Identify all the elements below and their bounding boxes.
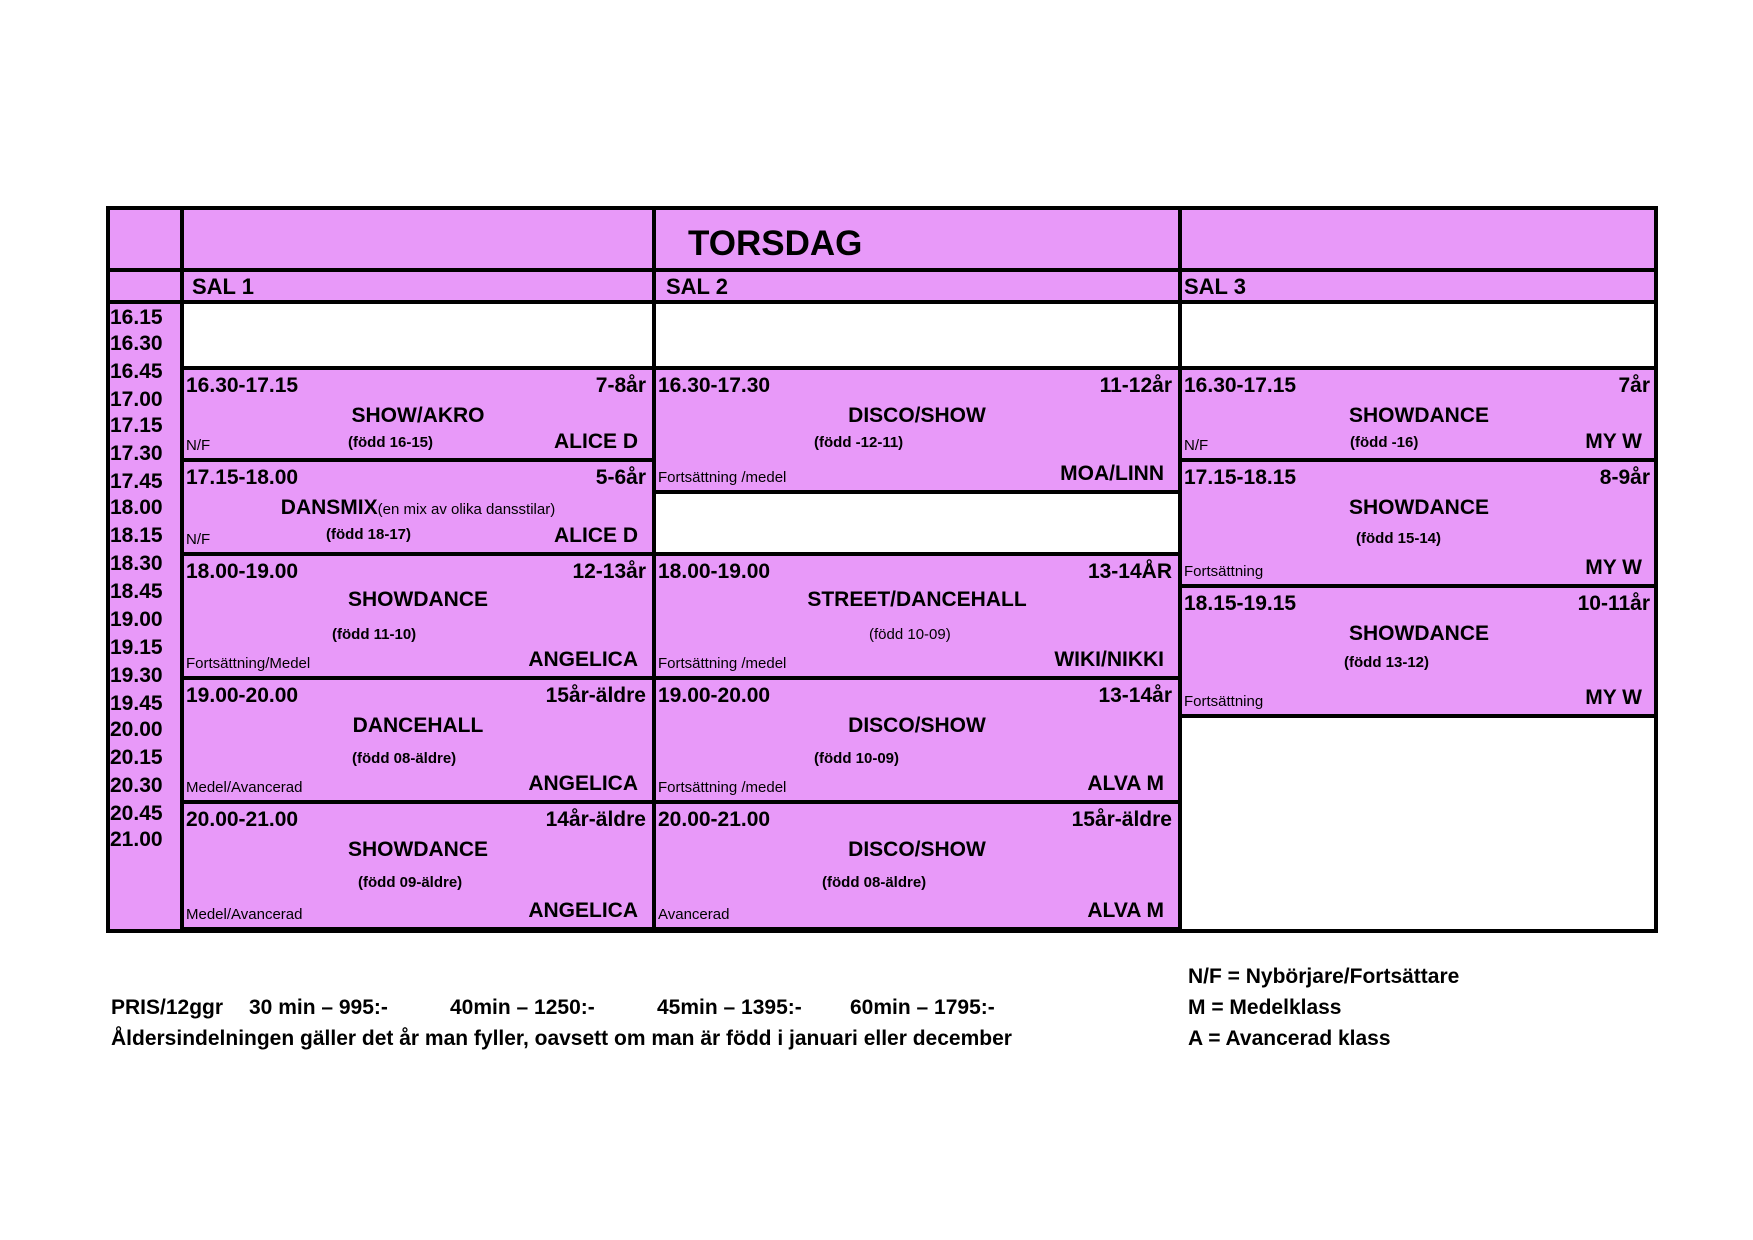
class-age: 7år	[1618, 374, 1650, 397]
class-time: 19.00-20.00	[658, 684, 771, 707]
class-name: STREET/DANCEHALL	[807, 588, 1027, 611]
class-name-row	[654, 838, 1180, 862]
class-border	[182, 676, 654, 680]
class-name-row	[182, 714, 654, 738]
price-45: 45min – 1395:-	[657, 996, 802, 1019]
class-time: 18.00-19.00	[658, 560, 771, 583]
border-sal2-sal3	[1178, 206, 1182, 933]
border-left	[106, 206, 110, 933]
class-name-row	[182, 838, 654, 862]
class-level: Medel/Avancerad	[186, 779, 303, 796]
class-border	[1180, 458, 1658, 462]
class-birth-years: (född -16)	[1350, 434, 1419, 451]
class-birth-years: (född 10-09)	[869, 626, 951, 643]
class-instructor: ANGELICA	[528, 772, 638, 795]
class-age: 10-11år	[1577, 592, 1650, 615]
time-slot: 20.00	[110, 718, 163, 741]
class-border	[1180, 584, 1658, 588]
class-block	[1180, 368, 1658, 460]
class-age: 14år-äldre	[545, 808, 646, 831]
class-time: 19.00-20.00	[186, 684, 299, 707]
class-name: DANCEHALL	[352, 714, 484, 737]
class-instructor: ALVA M	[1087, 772, 1164, 795]
class-border	[182, 927, 654, 931]
class-birth-years: (född 08-äldre)	[352, 750, 457, 767]
class-name-row	[654, 404, 1180, 428]
class-level: Avancerad	[658, 906, 730, 923]
class-level: Fortsättning	[1184, 563, 1264, 580]
class-birth-years: (född 11-10)	[332, 626, 417, 643]
class-block	[182, 678, 654, 802]
class-border	[654, 366, 1180, 370]
class-age: 8-9år	[1599, 466, 1650, 489]
class-name: SHOWDANCE	[348, 838, 488, 861]
class-level: Fortsättning /medel	[658, 655, 787, 672]
class-block	[654, 678, 1180, 802]
class-instructor: MY W	[1585, 556, 1642, 579]
class-border	[182, 552, 654, 556]
class-name: DANSMIX	[280, 496, 378, 519]
class-border	[654, 676, 1180, 680]
time-slot: 16.30	[110, 332, 163, 355]
class-level: N/F	[1184, 437, 1209, 454]
price-label: PRIS/12ggr	[111, 996, 224, 1019]
price-60: 60min – 1795:-	[850, 996, 995, 1019]
empty-slot-sal2-top	[654, 302, 1180, 368]
class-name: SHOWDANCE	[1349, 404, 1489, 427]
class-border	[182, 458, 654, 462]
time-slot: 19.45	[110, 692, 163, 715]
class-name: DISCO/SHOW	[848, 404, 986, 427]
class-block	[182, 554, 654, 678]
class-age: 13-14ÅR	[1087, 560, 1172, 583]
time-slot: 19.00	[110, 608, 163, 631]
class-age: 11-12år	[1099, 374, 1172, 397]
class-instructor: ALICE D	[554, 430, 638, 453]
border-time-col	[180, 206, 184, 933]
class-block	[654, 554, 1180, 678]
class-time: 16.30-17.15	[186, 374, 299, 397]
time-slot: 16.15	[110, 306, 163, 329]
empty-slot-sal1	[182, 302, 654, 368]
class-name-row	[654, 714, 1180, 738]
class-name: SHOWDANCE	[348, 588, 488, 611]
time-slot: 17.15	[110, 414, 163, 437]
class-instructor: MY W	[1585, 686, 1642, 709]
class-time: 16.30-17.30	[658, 374, 771, 397]
class-instructor: WIKI/NIKKI	[1054, 648, 1164, 671]
time-slot: 18.00	[110, 496, 163, 519]
time-slot: 17.00	[110, 388, 163, 411]
class-block	[182, 802, 654, 929]
class-time: 17.15-18.15	[1184, 466, 1297, 489]
class-age: 13-14år	[1098, 684, 1172, 707]
class-instructor: ANGELICA	[528, 899, 638, 922]
class-block	[1180, 460, 1658, 586]
class-birth-years: (född 13-12)	[1344, 654, 1430, 671]
class-border	[1180, 366, 1658, 370]
time-slot: 20.15	[110, 746, 163, 769]
border-sal1-sal2	[652, 206, 656, 933]
class-level: Fortsättning/Medel	[186, 655, 311, 672]
class-level: N/F	[186, 531, 211, 548]
class-block	[182, 368, 654, 460]
hall-header-2: SAL 2	[666, 274, 728, 299]
class-time: 18.15-19.15	[1184, 592, 1297, 615]
class-border	[654, 552, 1180, 556]
class-name: SHOWDANCE	[1349, 622, 1489, 645]
class-age: 15år-äldre	[1071, 808, 1172, 831]
class-instructor: MOA/LINN	[1060, 462, 1164, 485]
class-age: 12-13år	[572, 560, 646, 583]
time-slot: 20.45	[110, 802, 163, 825]
legend-m: M = Medelklass	[1188, 996, 1342, 1019]
border-header-bottom	[106, 300, 1658, 304]
class-age: 7-8år	[595, 374, 646, 397]
hall-header-1: SAL 1	[192, 274, 254, 299]
time-slot: 20.30	[110, 774, 163, 797]
class-name-row	[1180, 496, 1658, 520]
class-border	[182, 366, 654, 370]
time-slot: 17.30	[110, 442, 163, 465]
class-name-row	[1180, 404, 1658, 428]
class-level: Medel/Avancerad	[186, 906, 303, 923]
border-header-mid	[106, 268, 1658, 272]
class-name: SHOW/AKRO	[351, 404, 485, 427]
schedule-table	[106, 206, 1658, 933]
class-time: 17.15-18.00	[186, 466, 299, 489]
border-right	[1654, 206, 1658, 933]
class-border	[1180, 714, 1658, 718]
class-block	[654, 368, 1180, 492]
class-instructor: ANGELICA	[528, 648, 638, 671]
class-birth-years: (född 16-15)	[348, 434, 434, 451]
class-age: 5-6år	[595, 466, 646, 489]
class-block	[182, 460, 654, 554]
class-birth-years: (född 15-14)	[1356, 530, 1442, 547]
class-name-row	[654, 588, 1180, 612]
empty-slot-sal2-mid	[654, 492, 1180, 554]
class-birth-years: (född 18-17)	[326, 526, 412, 543]
class-name-row	[182, 404, 654, 428]
class-birth-years: (född -12-11)	[814, 434, 904, 451]
class-instructor: MY W	[1585, 430, 1642, 453]
class-name: DISCO/SHOW	[848, 838, 986, 861]
class-level: Fortsättning /medel	[658, 469, 787, 486]
time-slot: 19.15	[110, 636, 163, 659]
class-name: DISCO/SHOW	[848, 714, 986, 737]
price-30: 30 min – 995:-	[249, 996, 388, 1019]
class-name-row	[182, 588, 654, 612]
age-note: Åldersindelningen gäller det år man fyller, oavsett om man är född i januari eller december	[111, 1027, 1012, 1050]
class-border	[182, 800, 654, 804]
class-age: 15år-äldre	[545, 684, 646, 707]
class-time: 20.00-21.00	[186, 808, 299, 831]
hall-header-3: SAL 3	[1184, 274, 1246, 299]
class-instructor: ALVA M	[1087, 899, 1164, 922]
empty-slot-sal3-top	[1180, 302, 1658, 368]
time-slot: 18.30	[110, 552, 163, 575]
time-slot: 19.30	[110, 664, 163, 687]
class-name: SHOWDANCE	[1349, 496, 1489, 519]
class-time: 18.00-19.00	[186, 560, 299, 583]
day-title: TORSDAG	[688, 224, 863, 263]
time-slot: 16.45	[110, 360, 163, 383]
class-name-row	[1180, 622, 1658, 646]
time-slot: 18.45	[110, 580, 163, 603]
class-instructor: ALICE D	[554, 524, 638, 547]
class-birth-years: (född 08-äldre)	[822, 874, 927, 891]
class-birth-years: (född 09-äldre)	[358, 874, 463, 891]
class-level: N/F	[186, 437, 211, 454]
class-name-row	[182, 496, 654, 520]
class-time: 20.00-21.00	[658, 808, 771, 831]
legend-a: A = Avancerad klass	[1188, 1027, 1391, 1050]
empty-slot-sal3-bottom	[1180, 716, 1658, 933]
class-level: Fortsättning	[1184, 693, 1264, 710]
class-level: Fortsättning /medel	[658, 779, 787, 796]
class-time: 16.30-17.15	[1184, 374, 1297, 397]
class-block	[1180, 586, 1658, 716]
class-border	[654, 927, 1180, 931]
header-row	[106, 206, 1658, 302]
time-slot: 18.15	[110, 524, 163, 547]
class-border	[654, 490, 1180, 494]
class-name-note: (en mix av olika dansstilar)	[377, 501, 556, 518]
price-40: 40min – 1250:-	[450, 996, 595, 1019]
border-top	[106, 206, 1658, 210]
time-slot: 21.00	[110, 828, 163, 851]
class-birth-years: (född 10-09)	[814, 750, 900, 767]
class-border	[654, 800, 1180, 804]
class-block	[654, 802, 1180, 929]
time-slot: 17.45	[110, 470, 163, 493]
legend-nf: N/F = Nybörjare/Fortsättare	[1188, 965, 1460, 988]
